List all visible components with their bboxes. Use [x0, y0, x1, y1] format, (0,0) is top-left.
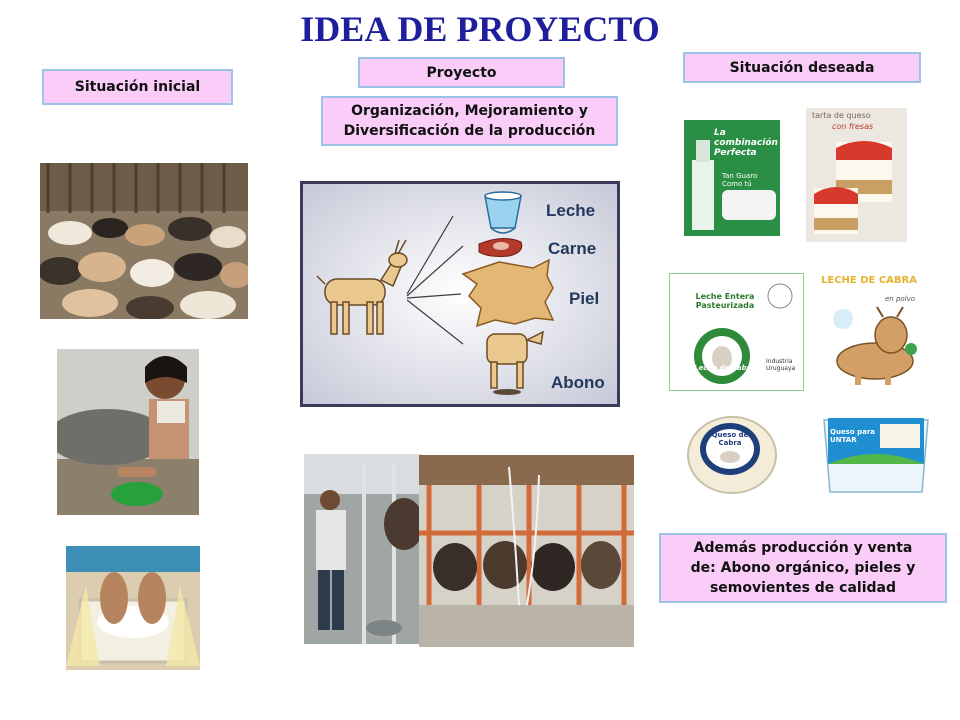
tart-title: tarta de queso [812, 111, 871, 120]
liqueur-name: Tan Guaro Como tú [722, 172, 758, 188]
label-situacion-inicial: Situación inicial [42, 69, 233, 105]
carton-line-1: Leche Entera [695, 292, 755, 301]
tart-subtitle: con fresas [832, 122, 874, 131]
spread-label: Queso para UNTAR [830, 428, 876, 444]
product-label-piel: Piel [569, 289, 600, 308]
powder-title: LECHE DE CABRA [821, 275, 917, 286]
meat-icon [479, 238, 522, 256]
goat-milk-liqueur-product [684, 120, 780, 236]
page-title: IDEA DE PROYECTO [300, 9, 660, 49]
product-label-carne: Carne [548, 239, 597, 258]
cheesecake-product [806, 108, 907, 242]
spreadable-cheese-product [818, 404, 933, 500]
milking-girl-photo [57, 349, 199, 515]
carton-line-2: Pasteurizada [695, 301, 755, 310]
project-description: Organización, Mejoramiento y Diversificación de la producción [321, 96, 618, 146]
liqueur-tagline: La combinación Perfecta [714, 128, 778, 158]
goat-milk-powder-product [819, 265, 929, 390]
product-label-abono: Abono [551, 373, 605, 392]
powder-sub: en polvo [885, 295, 916, 303]
carton-brand: Leche de Cabra [694, 364, 755, 372]
product-label-leche: Leche [546, 201, 596, 220]
goat-products-diagram [300, 181, 620, 407]
goat-milk-carton-product [669, 273, 804, 391]
cheese-label: Queso de Cabra [711, 431, 749, 447]
milking-parlor-photo-1 [304, 454, 422, 644]
carton-industry: Industria Uruguaya [766, 358, 796, 372]
extra-production-box: Además producción y venta de: Abono orgánico, pieles y semovientes de calidad [659, 533, 947, 603]
milking-parlor-photo-2 [419, 455, 634, 647]
goat-herd-photo [40, 163, 248, 319]
label-situacion-deseada: Situación deseada [683, 52, 921, 83]
milk-bucket-icon [485, 192, 521, 233]
goat-cheese-wheel-product [678, 403, 784, 499]
label-proyecto: Proyecto [358, 57, 565, 88]
cheese-making-photo [66, 546, 200, 670]
